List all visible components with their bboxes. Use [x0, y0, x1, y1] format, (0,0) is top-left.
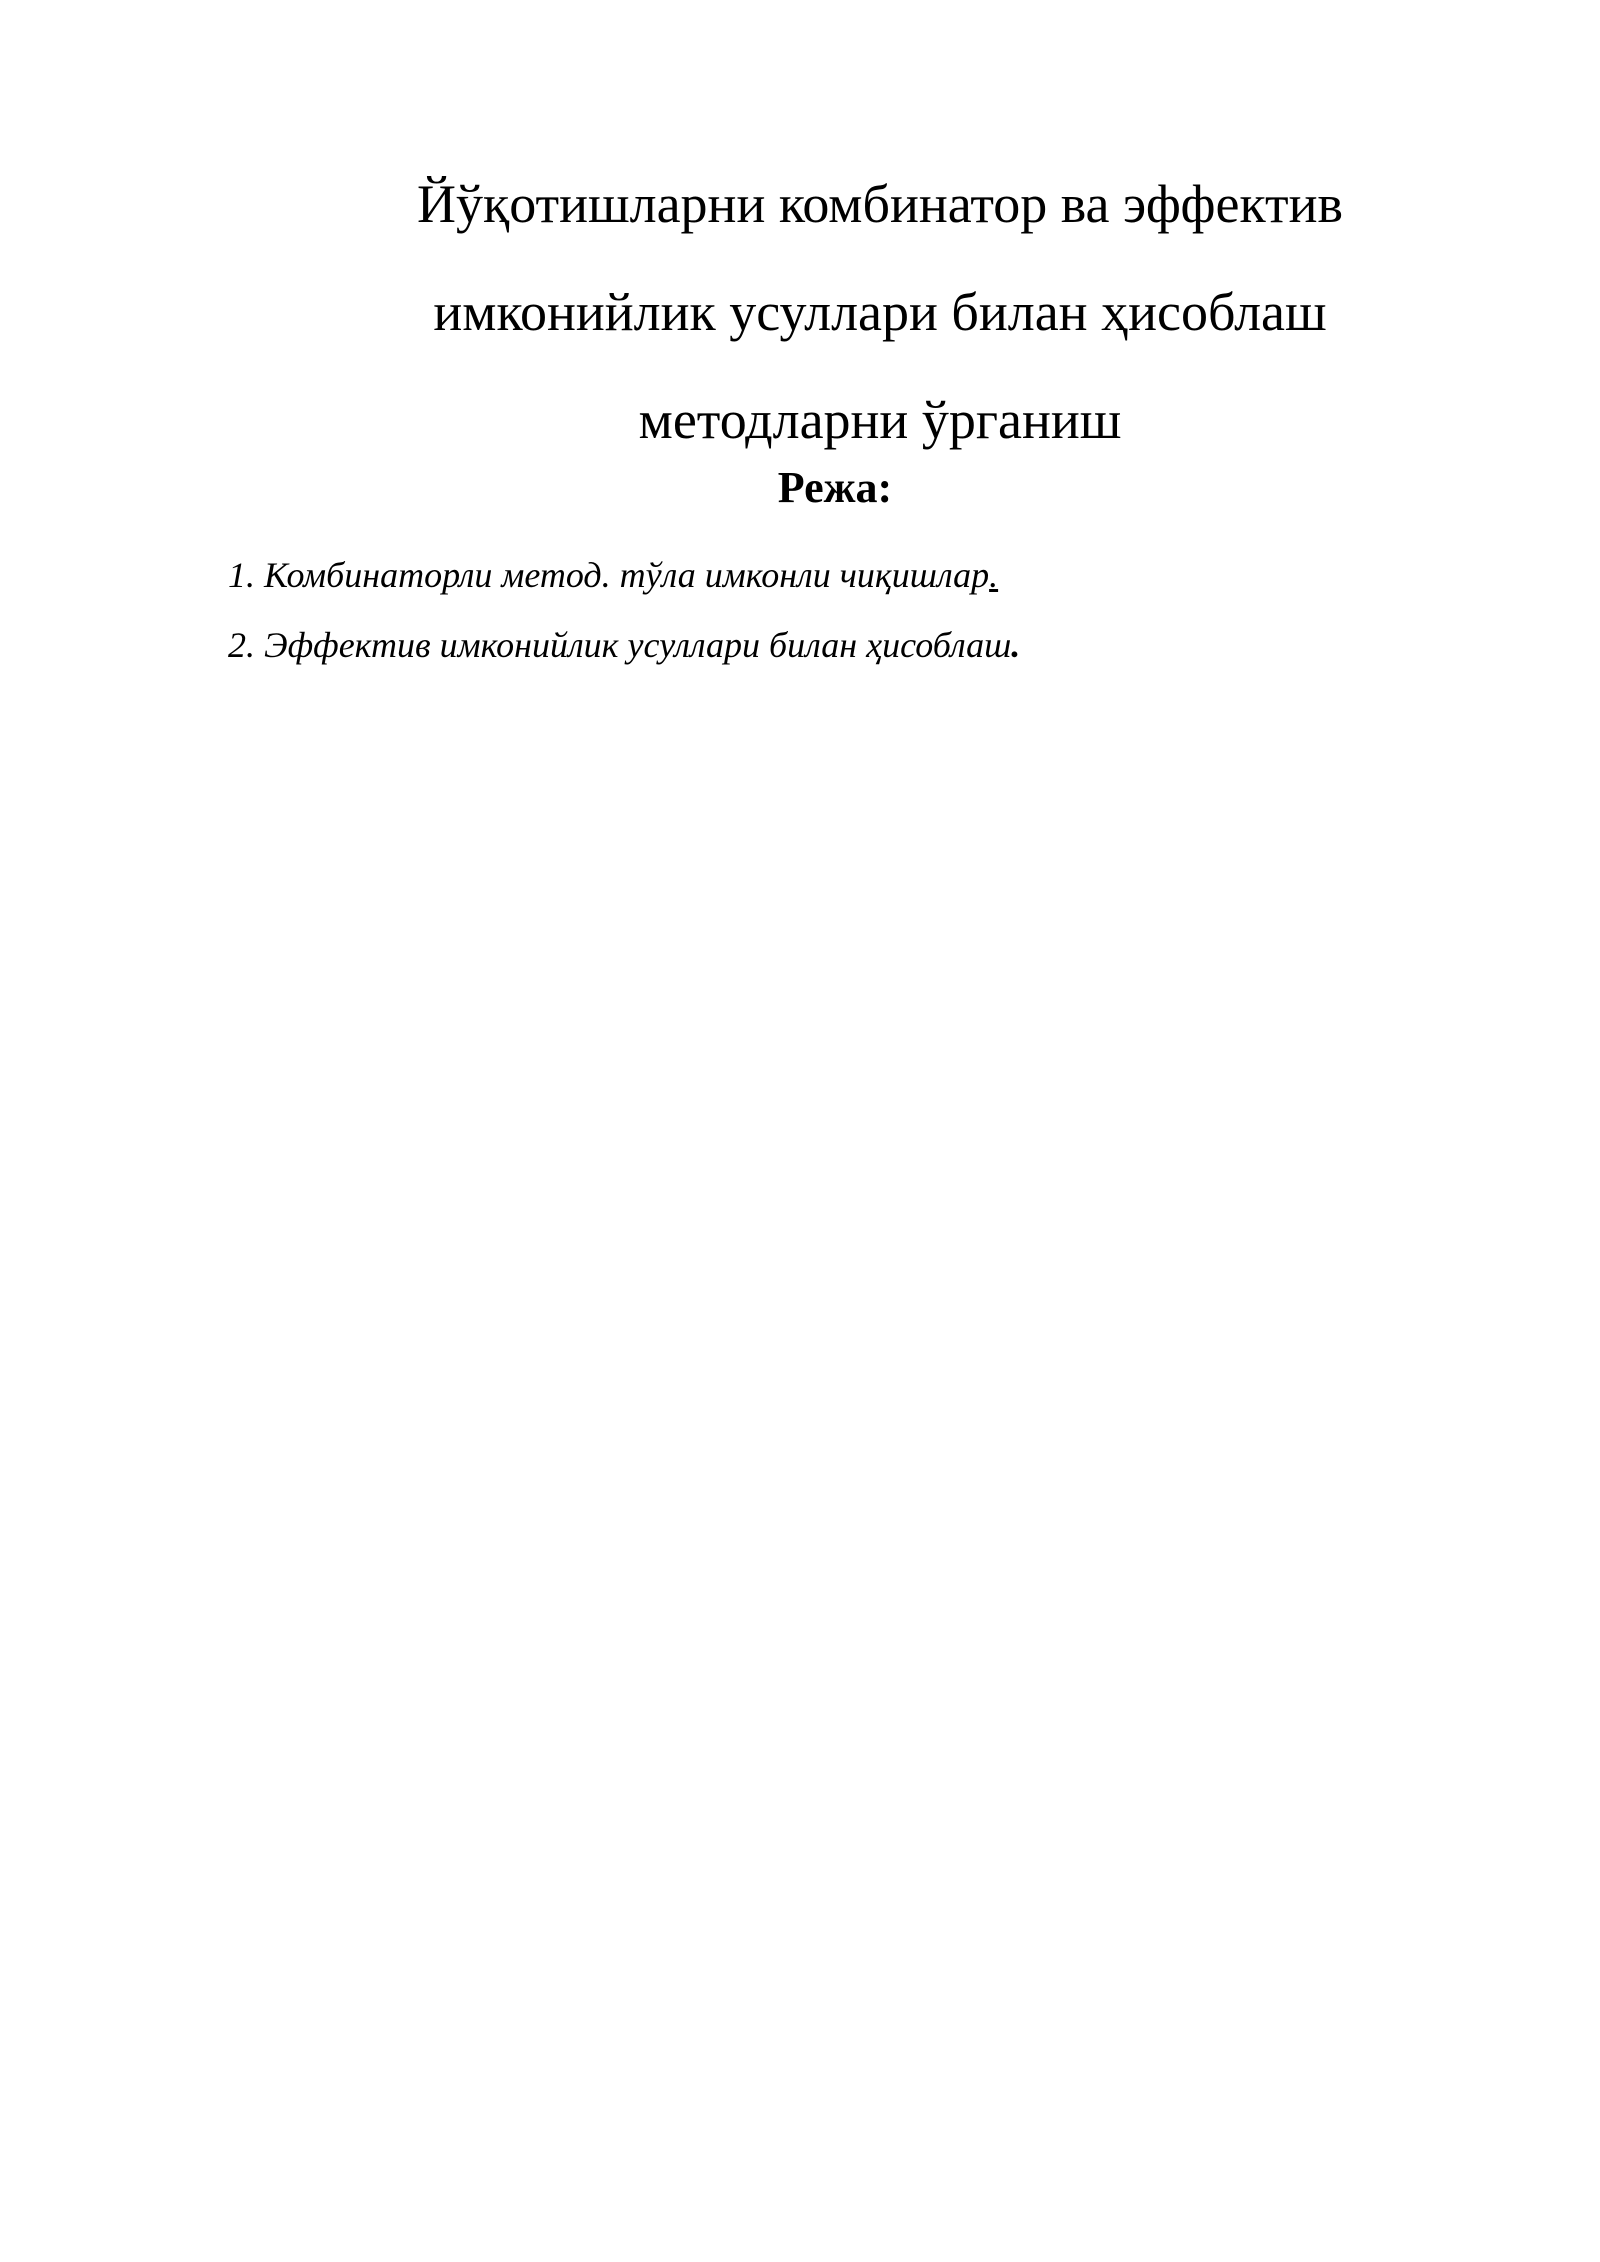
- plan-item-1: [228, 540, 1020, 610]
- plan-item-2-trail: .: [1011, 625, 1021, 665]
- title-line-3: методларни ўрганиш: [638, 390, 1122, 450]
- plan-item-2: [228, 610, 1020, 680]
- title-line-2: имконийлик усуллари билан ҳисоблаш: [433, 282, 1327, 342]
- plan-heading: Режа:: [777, 463, 893, 512]
- plan-item-1-trail: .: [989, 555, 999, 595]
- title-line-1: Йўқотишларни комбинатор ва эффектив: [417, 174, 1343, 234]
- plan-list: [228, 540, 1020, 680]
- plan-item-1-text: 1. Комбинаторли метод. тўла имконли чиқишлар: [228, 555, 990, 595]
- plan-item-2-text: 2. Эффектив имконийлик усуллари билан ҳисоблаш: [228, 625, 1012, 665]
- document-title: [330, 150, 1430, 474]
